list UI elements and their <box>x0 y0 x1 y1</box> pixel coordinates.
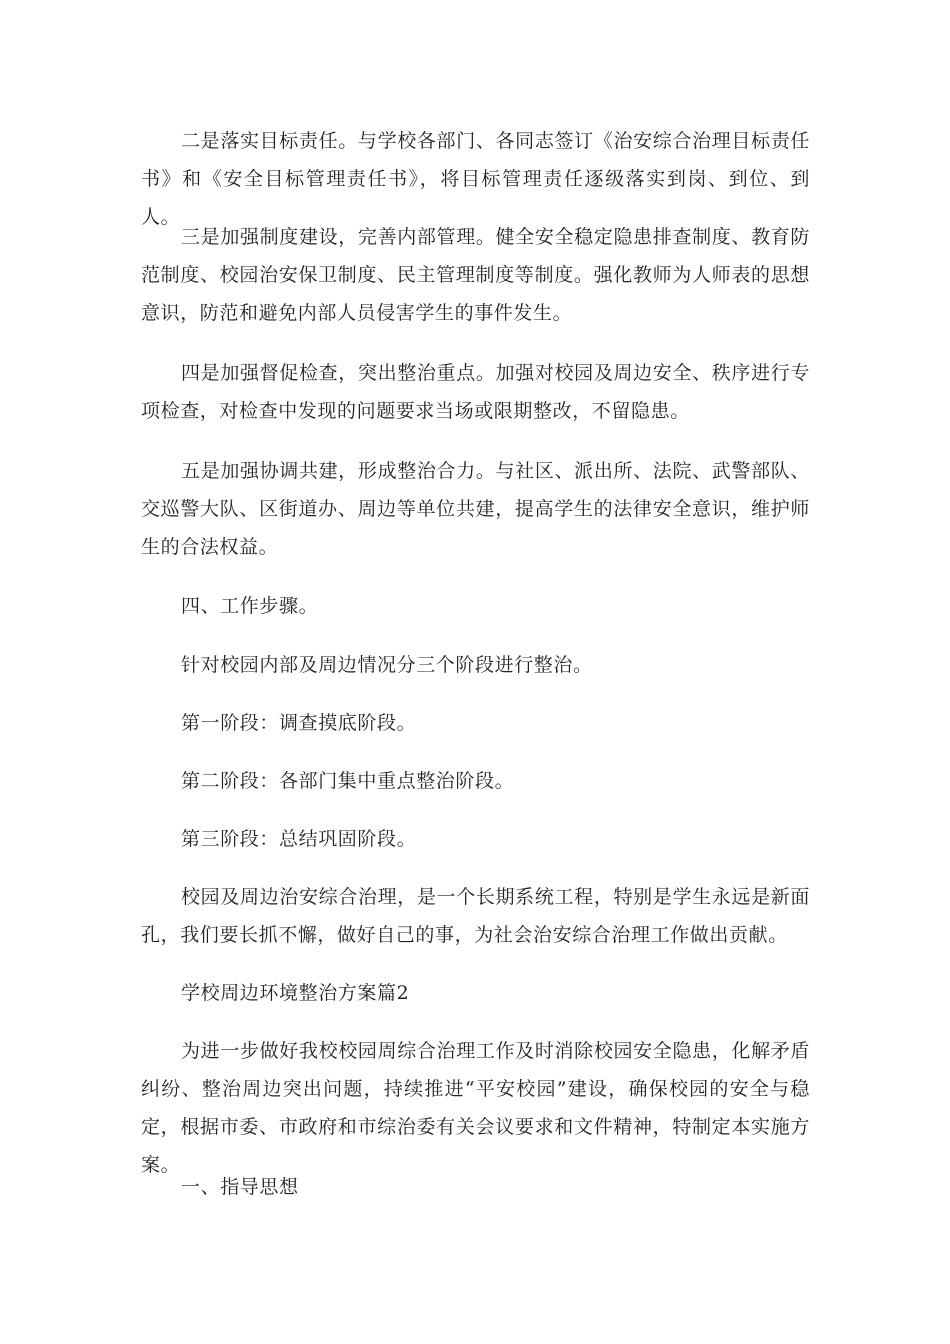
article-subtitle: 学校周边环境整治方案篇2 <box>181 982 410 1004</box>
paragraph-stage-one: 第一阶段：调查摸底阶段。 <box>181 712 417 734</box>
paragraph-target-responsibility: 二是落实目标责任。与学校各部门、各同志签订《治安综合治理目标责任书》和《安全目标管理责任书》，将目标管理责任逐级落实到岗、到位、到人。 <box>141 130 810 228</box>
paragraph-supervision-inspection: 四是加强督促检查，突出整治重点。加强对校园及周边安全、秩序进行专项检查，对检查中发现的问题要求当场或限期整改，不留隐患。 <box>141 362 810 422</box>
section-heading-work-steps: 四、工作步骤。 <box>181 595 319 617</box>
paragraph-conclusion: 校园及周边治安综合治理，是一个长期系统工程，特别是学生永远是新面孔，我们要长抓不懈，做好自己的事，为社会治安综合治理工作做出贡献。 <box>141 886 810 946</box>
paragraph-stage-three: 第三阶段：总结巩固阶段。 <box>181 828 417 850</box>
paragraph-three-stages: 针对校园内部及周边情况分三个阶段进行整治。 <box>181 654 593 676</box>
section-heading-guiding-ideology: 一、指导思想 <box>181 1176 299 1198</box>
paragraph-intro-plan: 为进一步做好我校校园周综合治理工作及时消除校园安全隐患，化解矛盾纠纷、整治周边突出问题，持续推进“平安校园”建设，确保校园的安全与稳定，根据市委、市政府和市综治委有关会议要求和文件精神，特制定本实施方案。 <box>141 1040 810 1176</box>
paragraph-system-building: 三是加强制度建设，完善内部管理。健全安全稳定隐患排查制度、教育防范制度、校园治安保卫制度、民主管理制度等制度。强化教师为人师表的思想意识，防范和避免内部人员侵害学生的事件发生。 <box>141 226 810 324</box>
paragraph-stage-two: 第二阶段：各部门集中重点整治阶段。 <box>181 770 515 792</box>
paragraph-coordination: 五是加强协调共建，形成整治合力。与社区、派出所、法院、武警部队、交巡警大队、区街道办、周边等单位共建，提高学生的法律安全意识，维护师生的合法权益。 <box>141 460 810 558</box>
